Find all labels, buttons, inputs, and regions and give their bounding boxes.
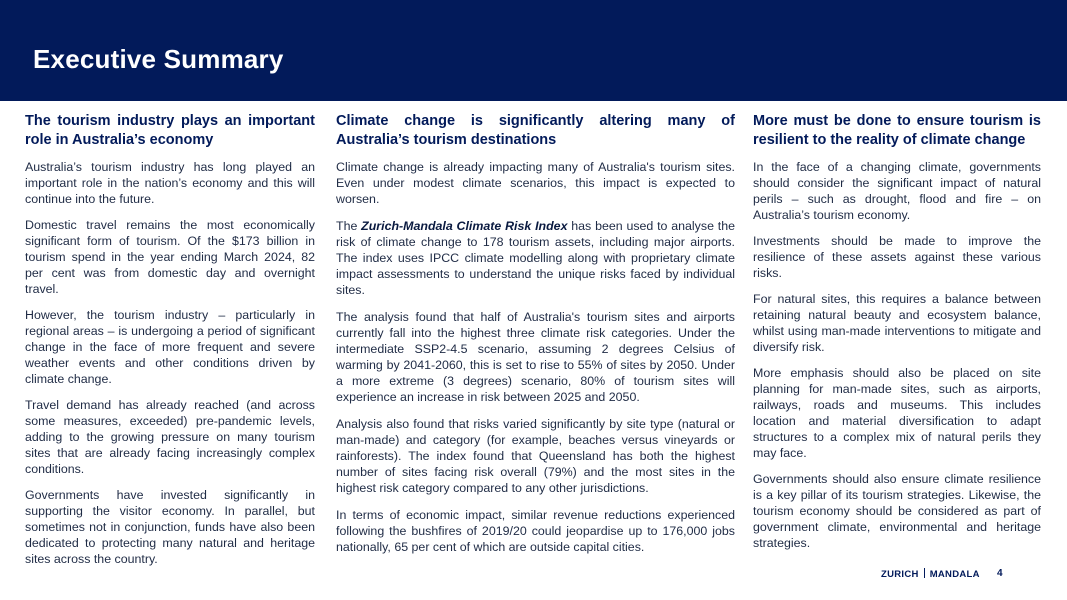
paragraph: For natural sites, this requires a balance between retaining natural beauty and ecosystem balance, whilst using man-made interventions to mitigate and diversify risk.	[753, 292, 1041, 354]
paragraph: Travel demand has already reached (and across some measures, exceeded) pre-pandemic levels, adding to the growing pressure on many tourism sites that are already facing increasingly complex conditions.	[25, 398, 315, 476]
column-heading: More must be done to ensure tourism is resilient to the reality of climate change	[753, 113, 1041, 148]
paragraph-risk-index	[336, 218, 735, 298]
paragraph: Analysis also found that risks varied significantly by site type (natural or man-made) and category (for example, beaches versus vineyards or rainforests). The index found that Queensland has both the highest number of sites facing risk overall (79%) and the most sites in the highest risk category compared to any other jurisdictions.	[336, 417, 735, 495]
paragraph: More emphasis should also be placed on site planning for man-made sites, such as airports, railways, roads and museums. This includes location and material diversification to adapt structures to a complex mix of natural perils they may face.	[753, 366, 1041, 460]
paragraph: In terms of economic impact, similar revenue reductions experienced following the bushfires of 2019/20 could jeopardise up to 176,000 jobs nationally, 65 per cent of which are outside capital cities.	[336, 508, 735, 554]
brand-divider	[924, 568, 925, 578]
paragraph: Australia’s tourism industry has long played an important role in the nation’s economy and this will continue into the future.	[25, 160, 315, 206]
footer-brand-logo	[881, 568, 980, 580]
paragraph: Governments have invested significantly in supporting the visitor economy. In parallel, but sometimes not in conjunction, funds have also been dedicated to protecting many natural and heritage sites across the country.	[25, 488, 315, 566]
paragraph-suffix: has been used to analyse the risk of climate change to 178 tourism assets, including major airports. The index uses IPCC climate modelling along with proprietary climate impact assessments to understand the unique risks faced by individual sites.	[336, 219, 736, 297]
page-title: Executive Summary	[33, 44, 284, 74]
paragraph: The analysis found that half of Australia's tourism sites and airports currently fall into the highest three climate risk categories. Under the intermediate SSP2-4.5 scenario, assuming 2 degrees Celsius of warming by 2041-2060, this is set to rise to 55% of sites by 2050. Under a more extreme (3 degrees) scenario, 80% of tourism sites will experience an increase in risk between 2025 and 2050.	[336, 310, 735, 404]
column-resilience	[753, 112, 1041, 561]
brand-zurich: ZURICH	[881, 569, 919, 580]
page-number: 4	[997, 568, 1003, 579]
column-climate-change	[336, 112, 735, 566]
column-heading: The tourism industry plays an important role in Australia’s economy	[25, 113, 315, 148]
paragraph-prefix: The	[336, 219, 362, 233]
risk-index-name: Zurich-Mandala Climate Risk Index	[361, 219, 568, 233]
column-tourism-importance	[25, 112, 315, 577]
paragraph: However, the tourism industry – particularly in regional areas – is undergoing a period of significant change in the face of more frequent and severe weather events and other conditions driven by climate change.	[25, 308, 315, 386]
brand-mandala: MANDALA	[929, 569, 980, 580]
column-heading: Climate change is significantly altering many of Australia’s tourism destinations	[336, 113, 735, 148]
paragraph: Climate change is already impacting many of Australia's tourism sites. Even under modest climate scenarios, this impact is expected to worsen.	[336, 160, 735, 206]
paragraph: Governments should also ensure climate resilience is a key pillar of its tourism strategies. Likewise, the tourism economy should be considered as part of government climate, environmental and heritage strategies.	[753, 472, 1041, 550]
paragraph: In the face of a changing climate, governments should consider the significant impact of natural perils – such as drought, flood and fire – on Australia’s tourism economy.	[753, 160, 1041, 222]
paragraph: Domestic travel remains the most economically significant form of tourism. Of the $173 billion in tourism spend in the year ending March 2024, 82 per cent was from domestic day and overnight travel.	[25, 218, 315, 296]
header-banner	[0, 0, 1067, 101]
paragraph: Investments should be made to improve the resilience of these assets against these various risks.	[753, 234, 1041, 280]
